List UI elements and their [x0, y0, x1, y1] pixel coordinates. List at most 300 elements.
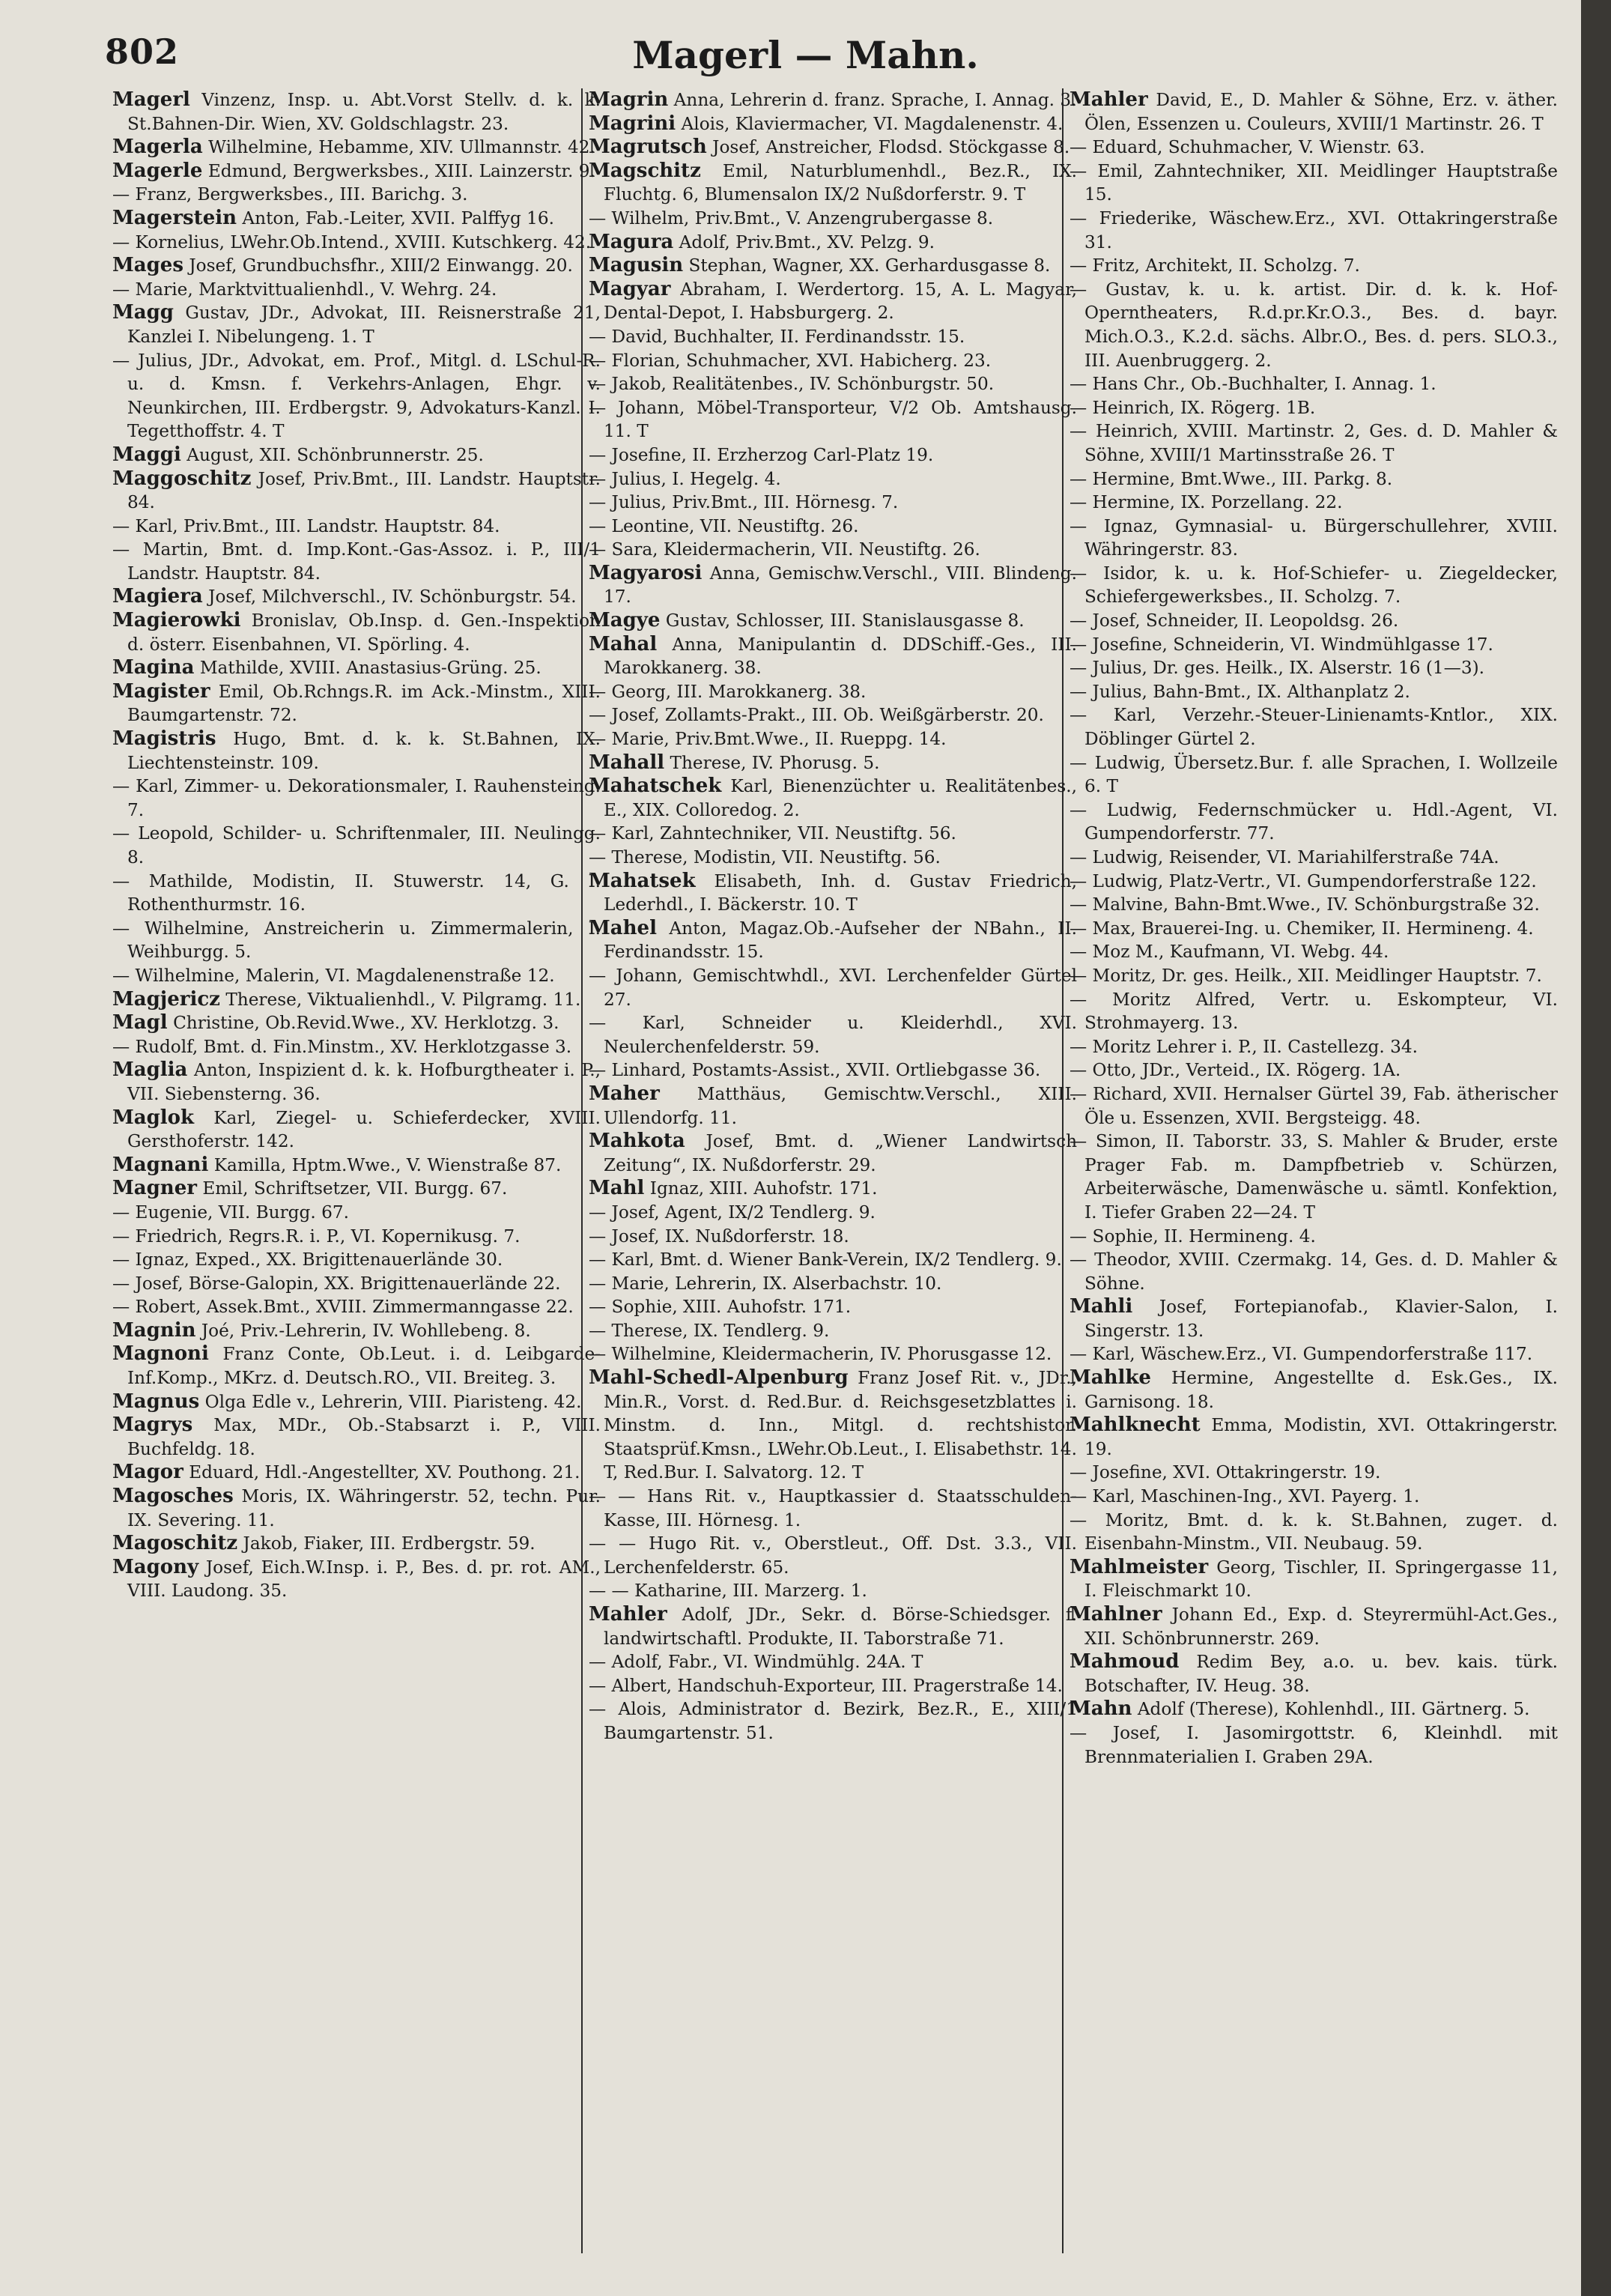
directory-entry — [589, 562, 1077, 609]
entry-text: — Gustav, k. u. k. artist. Dir. d. k. k. Hof-Operntheaters, R.d.pr.Kr.O.3., Bes. d. bayr. Mich.O.3., K.2.d. sächs. Albr.O., Bes. d. pers. SLO.3., III. Auenbruggerg. 2. — [1070, 279, 1558, 371]
entry-surname: Magister — [112, 679, 210, 703]
directory-entry — [112, 1532, 601, 1556]
entry-text: — Josefine, XVI. Ottakringerstr. 19. — [1070, 1462, 1381, 1483]
entry-text: — Simon, II. Taborstr. 33, S. Mahler & Bruder, erste Prager Fab. m. Dampfbetrieb v. Schürzen, Arbeiterwäsche, Damenwäsche u. sämtl. Konfektion, I. Tiefer Graben 22—24. T — [1070, 1131, 1558, 1223]
entry-text: Abraham, I. Werdertorg. 15, A. L. Magyar, Dental-Depot, I. Habsburgerg. 2. — [604, 279, 1077, 324]
entry-text: — Friederike, Wäschew.Erz., XVI. Ottakringerstraße 31. — [1070, 208, 1558, 252]
entry-text: — Rudolf, Bmt. d. Fin.Minstm., XV. Herklotzgasse 3. — [112, 1036, 572, 1057]
directory-entry — [589, 1130, 1077, 1177]
directory-entry — [112, 88, 601, 136]
page-edge-shadow — [1581, 0, 1611, 2296]
entry-text: Redim Bey, a.o. u. bev. kais. türk. Botschafter, IV. Heug. 38. — [1084, 1652, 1558, 1696]
directory-entry — [1070, 1461, 1558, 1485]
entry-text: — Richard, XVII. Hernalser Gürtel 39, Fab. ätherischer Öle u. Essenzen, XVII. Bergsteigg. 48. — [1070, 1083, 1558, 1128]
page-number: 802 — [105, 31, 180, 72]
entry-text: — Josefine, Schneiderin, VI. Windmühlgasse 17. — [1070, 634, 1493, 655]
directory-entry — [1070, 278, 1558, 372]
column-2 — [589, 88, 1077, 2261]
entry-text: Karl, Bienenzüchter u. Realitätenbes., E., XIX. Colloredog. 2. — [604, 776, 1077, 820]
directory-entry — [1070, 703, 1558, 751]
entry-text: Wilhelmine, Hebamme, XIV. Ullmannstr. 42. — [208, 137, 595, 158]
directory-entry — [1070, 917, 1558, 941]
directory-entry — [112, 1272, 601, 1296]
entry-text: — Moritz Alfred, Vertr. u. Eskompteur, VI. Strohmayerg. 13. — [1070, 989, 1558, 1034]
directory-entry — [1070, 1556, 1558, 1603]
entry-text: Adolf, JDr., Sekr. d. Börse-Schiedsger. f. landwirtschaftl. Produkte, II. Taborstraße 71. — [604, 1605, 1077, 1649]
entry-text: — Julius, Priv.Bmt., III. Hörnesg. 7. — [589, 492, 899, 513]
entry-surname: Magner — [112, 1177, 197, 1200]
directory-entry — [1070, 1697, 1558, 1721]
entry-surname: Mahlke — [1070, 1366, 1151, 1390]
entry-text: Anton, Fab.-Leiter, XVII. Palffyg 16. — [242, 208, 555, 228]
directory-entry — [112, 231, 601, 255]
directory-entry — [112, 1058, 601, 1106]
entry-text: Anna, Lehrerin d. franz. Sprache, I. Annag. 3. — [673, 90, 1077, 110]
entry-surname: Magnin — [112, 1318, 196, 1342]
directory-entry — [1070, 562, 1558, 609]
entry-surname: Magosches — [112, 1485, 234, 1508]
directory-entry — [589, 1201, 1077, 1225]
entry-text: — Sara, Kleidermacherin, VII. Neustiftg. 26. — [589, 539, 980, 560]
entry-text: — Heinrich, IX. Rögerg. 1B. — [1070, 397, 1316, 418]
directory-entry — [1070, 207, 1558, 254]
directory-entry — [112, 775, 601, 822]
directory-entry — [1070, 419, 1558, 467]
entry-text: Gustav, Schlosser, III. Stanislausgasse 8. — [665, 611, 1025, 631]
entry-surname: Magerla — [112, 136, 203, 159]
entry-text: — Linhard, Postamts-Assist., XVII. Ortliebgasse 36. — [589, 1060, 1041, 1081]
directory-entry — [589, 278, 1077, 325]
entry-text: — Julius, I. Hegelg. 4. — [589, 468, 781, 489]
directory-entry — [1070, 893, 1558, 917]
entry-text: — Hans Chr., Ob.-Buchhalter, I. Annag. 1. — [1070, 374, 1436, 395]
entry-text: Emil, Ob.Rchngs.R. im Ack.-Minstm., XIII. Baumgartenstr. 72. — [127, 681, 601, 726]
directory-entry — [589, 609, 1077, 633]
directory-entry — [112, 1390, 601, 1414]
directory-entry — [112, 1177, 601, 1201]
directory-entry — [112, 1461, 601, 1485]
directory-entry — [589, 1082, 1077, 1130]
entry-surname: Magnoni — [112, 1342, 209, 1366]
entry-surname: Mahl-Schedl-Alpenburg — [589, 1366, 849, 1390]
entry-text: Josef, Priv.Bmt., III. Landstr. Hauptstr. 84. — [127, 468, 601, 513]
entry-text: Josef, Anstreicher, Flodsd. Stöckgasse 8. — [712, 137, 1070, 158]
entry-text: Anna, Gemischw.Verschl., VIII. Blindeng. 17. — [604, 563, 1077, 608]
entry-surname: Magerstein — [112, 206, 237, 229]
directory-entry — [589, 160, 1077, 207]
directory-entry — [1070, 751, 1558, 799]
entry-text: — Karl, Bmt. d. Wiener Bank-Verein, IX/2 Tendlerg. 9. — [589, 1250, 1062, 1270]
entry-text: Adolf (Therese), Kohlenhdl., III. Gärtnerg. 5. — [1137, 1699, 1530, 1720]
directory-entry — [112, 1295, 601, 1319]
entry-surname: Magschitz — [589, 159, 701, 182]
entry-text: August, XII. Schönbrunnerstr. 25. — [186, 444, 484, 465]
directory-entry — [589, 703, 1077, 727]
directory-entry — [1070, 1130, 1558, 1224]
entry-surname: Magina — [112, 656, 195, 679]
entry-text: Josef, Eich.W.Insp. i. P., Bes. d. pr. rot. AM., VIII. Laudong. 35. — [127, 1557, 601, 1602]
directory-entry — [112, 1248, 601, 1272]
entry-surname: Magye — [589, 609, 661, 632]
directory-entry — [589, 207, 1077, 231]
entry-surname: Magg — [112, 301, 174, 324]
directory-entry — [112, 988, 601, 1012]
entry-text: Therese, Viktualienhdl., V. Pilgramg. 11. — [225, 989, 581, 1010]
entry-surname: Magyar — [589, 277, 671, 300]
directory-entry — [589, 515, 1077, 539]
directory-entry — [1070, 1082, 1558, 1130]
entry-surname: Mahler — [1070, 88, 1148, 111]
directory-entry — [1070, 1342, 1558, 1366]
entry-text: — Marie, Lehrerin, IX. Alserbachstr. 10. — [589, 1273, 942, 1294]
directory-entry — [589, 396, 1077, 443]
directory-entry — [1070, 254, 1558, 278]
entry-text: Joé, Priv.-Lehrerin, IV. Wohllebeng. 8. — [201, 1320, 531, 1341]
directory-entry — [589, 1272, 1077, 1296]
directory-entry — [589, 1603, 1077, 1650]
entry-surname: Mahatschek — [589, 775, 722, 798]
directory-entry — [1070, 1058, 1558, 1082]
directory-entry — [112, 538, 601, 585]
entry-text: — Moritz, Bmt. d. k. k. St.Bahnen, zugeт. d. Eisenbahn-Minstm., VII. Neubaug. 59. — [1070, 1509, 1558, 1554]
directory-entry — [1070, 988, 1558, 1035]
directory-entry — [1070, 1366, 1558, 1414]
directory-entry — [1070, 1603, 1558, 1650]
entry-text: — Josef, Zollamts-Prakt., III. Ob. Weißgärberstr. 20. — [589, 705, 1044, 726]
entry-text: Matthäus, Gemischtw.Verschl., XIII. Ullendorfg. 11. — [604, 1083, 1077, 1128]
directory-entry — [112, 1011, 601, 1035]
directory-entry — [112, 917, 601, 964]
directory-entry — [1070, 609, 1558, 633]
directory-entry — [1070, 160, 1558, 207]
column-1 — [112, 88, 601, 2261]
entry-surname: Mahel — [589, 916, 657, 939]
entry-text: — Ignaz, Exped., XX. Brigittenauerlände 30. — [112, 1250, 503, 1270]
entry-surname: Magl — [112, 1011, 168, 1035]
directory-entry — [589, 1058, 1077, 1082]
directory-entry — [1070, 1225, 1558, 1249]
directory-entry — [589, 822, 1077, 846]
directory-entry — [112, 1342, 601, 1390]
entry-text: — Wilhelmine, Malerin, VI. Magdalenenstraße 12. — [112, 965, 555, 986]
directory-entry — [589, 1532, 1077, 1579]
entry-text: Christine, Ob.Revid.Wwe., XV. Herklotzg. 3. — [173, 1013, 559, 1034]
entry-surname: Magrys — [112, 1414, 193, 1437]
directory-entry — [589, 136, 1077, 160]
entry-surname: Magiera — [112, 585, 203, 608]
entry-surname: Magjericz — [112, 987, 220, 1011]
directory-entry — [112, 1106, 601, 1154]
entry-text: — Sophie, XIII. Auhofstr. 171. — [589, 1297, 852, 1318]
directory-entry — [112, 609, 601, 656]
directory-entry — [589, 870, 1077, 917]
entry-text: Anton, Inspizient d. k. k. Hofburgtheater i. P., VII. Siebensterng. 36. — [127, 1060, 601, 1104]
directory-entry — [1070, 870, 1558, 894]
entry-text: — Eduard, Schuhmacher, V. Wienstr. 63. — [1070, 137, 1425, 158]
entry-text: — Heinrich, XVIII. Martinstr. 2, Ges. d. D. Mahler & Söhne, XVIII/1 Martinsstraße 26. T — [1070, 421, 1558, 465]
entry-surname: Mahlmeister — [1070, 1555, 1209, 1578]
directory-entry — [1070, 1248, 1558, 1295]
entry-text: — — Hugo Rit. v., Oberstleut., Off. Dst. 3.3., VII. Lerchenfelderstr. 65. — [589, 1533, 1077, 1578]
directory-entry — [1070, 1295, 1558, 1342]
directory-entry — [1070, 1509, 1558, 1556]
directory-entry — [1070, 88, 1558, 136]
entry-surname: Magerl — [112, 88, 190, 111]
entry-text: Alois, Klaviermacher, VI. Magdalenenstr. 4. — [681, 113, 1064, 134]
entry-text: — Malvine, Bahn-Bmt.Wwe., IV. Schönburgstraße 32. — [1070, 894, 1540, 915]
entry-text: Anna, Manipulantin d. DDSchiff.-Ges., III. Marokkanerg. 38. — [604, 634, 1077, 679]
entry-text: Therese, IV. Phorusg. 5. — [670, 752, 880, 773]
directory-entry — [1070, 491, 1558, 515]
entry-text: — Albert, Handschuh-Exporteur, III. Pragerstraße 14. — [589, 1675, 1063, 1696]
entry-text: — Therese, Modistin, VII. Neustiftg. 56. — [589, 847, 941, 867]
directory-entry — [112, 656, 601, 680]
entry-text: — Julius, Bahn-Bmt., IX. Althanplatz 2. — [1070, 681, 1410, 702]
directory-entry — [1070, 846, 1558, 870]
directory-entry — [1070, 396, 1558, 420]
directory-entry — [1070, 1721, 1558, 1769]
directory-entry — [1070, 964, 1558, 988]
entry-text: — — Katharine, III. Marzerg. 1. — [589, 1581, 867, 1602]
entry-surname: Mages — [112, 254, 183, 277]
entry-text: Kamilla, Hptm.Wwe., V. Wienstraße 87. — [213, 1154, 562, 1175]
directory-entry — [1070, 656, 1558, 680]
entry-surname: Magyarosi — [589, 561, 703, 584]
directory-entry — [1070, 633, 1558, 657]
directory-entry — [112, 467, 601, 515]
directory-entry — [589, 1342, 1077, 1366]
entry-text: Hermine, Angestellte d. Esk.Ges., IX. Garnisong. 18. — [1084, 1368, 1558, 1412]
directory-entry — [589, 467, 1077, 491]
directory-entry — [112, 870, 601, 917]
entry-text: — Karl, Schneider u. Kleiderhdl., XVI. Neulerchenfelderstr. 59. — [589, 1013, 1077, 1057]
directory-entry — [112, 585, 601, 609]
directory-entry — [589, 1177, 1077, 1201]
entry-surname: Magrutsch — [589, 136, 707, 159]
entry-surname: Magerle — [112, 159, 203, 182]
entry-surname: Magierowki — [112, 609, 241, 632]
directory-entry — [589, 1366, 1077, 1485]
entry-text: Josef, Grundbuchsfhr., XIII/2 Einwangg. 20. — [189, 255, 573, 276]
entry-text: Ignaz, XIII. Auhofstr. 171. — [649, 1178, 878, 1199]
entry-text: — David, Buchhalter, II. Ferdinandsstr. 15. — [589, 326, 965, 347]
entry-surname: Mahkota — [589, 1130, 685, 1153]
entry-text: — Wilhelmine, Anstreicherin u. Zimmermalerin, I. Weihburgg. 5. — [112, 918, 601, 963]
directory-entry — [589, 775, 1077, 822]
entry-text: — Theodor, XVIII. Czermakg. 14, Ges. d. D. Mahler & Söhne. — [1070, 1250, 1558, 1294]
directory-entry — [1070, 515, 1558, 562]
directory-entry — [589, 491, 1077, 515]
entry-text: — Wilhelmine, Kleidermacherin, IV. Phorusgasse 12. — [589, 1344, 1052, 1365]
entry-surname: Maglia — [112, 1058, 188, 1082]
directory-entry — [589, 964, 1077, 1011]
entry-text: — Sophie, II. Hermineng. 4. — [1070, 1226, 1316, 1247]
directory-entry — [1070, 799, 1558, 846]
entry-text: — Karl, Zahntechniker, VII. Neustiftg. 56. — [589, 823, 956, 844]
directory-entry — [1070, 1485, 1558, 1509]
entry-text: — Karl, Priv.Bmt., III. Landstr. Hauptstr. 84. — [112, 515, 500, 536]
directory-entry — [589, 1485, 1077, 1532]
entry-surname: Magrini — [589, 112, 676, 135]
entry-text: Emil, Schriftsetzer, VII. Burgg. 67. — [202, 1178, 508, 1199]
entry-surname: Mahmoud — [1070, 1650, 1180, 1673]
directory-entry — [112, 1201, 601, 1225]
directory-entry — [112, 136, 601, 160]
entry-surname: Maggi — [112, 443, 181, 466]
entry-surname: Magrin — [589, 88, 669, 111]
directory-entry — [589, 538, 1077, 562]
entry-text: — Karl, Zimmer- u. Dekorationsmaler, I. Rauhensteing. 7. — [112, 776, 601, 820]
entry-surname: Magura — [589, 230, 674, 253]
directory-entry — [112, 680, 601, 727]
entry-surname: Magnus — [112, 1390, 200, 1413]
entry-text: Franz Josef Rit. v., JDr., Min.R., Vorst. d. Red.Bur. d. Reichsgesetzblattes i. Minstm. d. Inn., Mitgl. d. rechtshistor. Staatsprüf.Kmsn., LWehr.Ob.Leut., I. Elisabethstr. 14. T, Red.Bur. I. Salvatorg. 12. T — [604, 1368, 1077, 1483]
directory-entry — [112, 1035, 601, 1059]
entry-text: Jakob, Fiaker, III. Erdbergstr. 59. — [243, 1533, 536, 1554]
entry-text: Johann Ed., Exp. d. Steyrermühl-Act.Ges., XII. Schönbrunnerstr. 269. — [1084, 1605, 1558, 1649]
directory-entry — [112, 964, 601, 988]
directory-entry — [112, 349, 601, 443]
entry-text: — Isidor, k. u. k. Hof-Schiefer- u. Ziegeldecker, Schiefergewerksbes., II. Scholzg. 7. — [1070, 563, 1558, 608]
directory-entry — [1070, 1650, 1558, 1697]
entry-surname: Maher — [589, 1082, 660, 1105]
entry-text: Emma, Modistin, XVI. Ottakringerstr. 19. — [1084, 1415, 1558, 1459]
directory-entry — [589, 112, 1077, 136]
directory-entry — [1070, 1414, 1558, 1461]
directory-entry — [589, 1248, 1077, 1272]
directory-entry — [1070, 467, 1558, 491]
entry-text: — Moritz, Dr. ges. Heilk., XII. Meidlinger Hauptstr. 7. — [1070, 965, 1542, 986]
entry-text: — Martin, Bmt. d. Imp.Kont.-Gas-Assoz. i. P., III/1 Landstr. Hauptstr. 84. — [112, 539, 601, 584]
entry-surname: Magnani — [112, 1153, 209, 1176]
directory-entry — [112, 207, 601, 231]
directory-entry — [589, 349, 1077, 373]
directory-entry — [1070, 940, 1558, 964]
entry-text: Emil, Naturblumenhdl., Bez.R., IX. Fluchtg. 6, Blumensalon IX/2 Nußdorferstr. 9. T — [604, 160, 1077, 205]
entry-text: — Otto, JDr., Verteid., IX. Rögerg. 1A. — [1070, 1060, 1401, 1081]
directory-entry — [589, 1011, 1077, 1058]
entry-text: — Eugenie, VII. Burgg. 67. — [112, 1202, 349, 1223]
entry-text: — Ludwig, Reisender, VI. Mariahilferstraße 74A. — [1070, 847, 1499, 867]
entry-surname: Mahall — [589, 751, 665, 774]
entry-text: — Karl, Wäschew.Erz., VI. Gumpendorferstraße 117. — [1070, 1344, 1533, 1365]
entry-text: Hugo, Bmt. d. k. k. St.Bahnen, IX. Liechtensteinstr. 109. — [127, 729, 601, 773]
directory-entry — [112, 443, 601, 467]
entry-text: Max, MDr., Ob.-Stabsarzt i. P., VIII. Buchfeldg. 18. — [127, 1415, 601, 1459]
entry-text: — Wilhelm, Priv.Bmt., V. Anzengrubergasse 8. — [589, 208, 994, 228]
entry-text: — Julius, JDr., Advokat, em. Prof., Mitgl. d. LSchul-R. u. d. Kmsn. f. Verkehrs-Anlagen, Ehgr. v. Neunkirchen, III. Erdbergstr. 9, Advokaturs-Kanzl. I. Tegetthoffstr. 4. T — [112, 350, 601, 442]
entry-text: — Jakob, Realitätenbes., IV. Schönburgstr. 50. — [589, 374, 995, 395]
entry-surname: Magor — [112, 1461, 183, 1484]
entry-text: Adolf, Priv.Bmt., XV. Pelzg. 9. — [679, 231, 935, 252]
directory-entry — [589, 231, 1077, 255]
entry-text: Georg, Tischler, II. Springergasse 11, I. Fleischmarkt 10. — [1084, 1557, 1558, 1602]
entry-surname: Mahler — [589, 1603, 667, 1626]
directory-entry — [589, 1319, 1077, 1343]
entry-text: — Mathilde, Modistin, II. Stuwerstr. 14, G. I. Rothenthurmstr. 16. — [112, 870, 601, 915]
entry-text: Elisabeth, Inh. d. Gustav Friedrich, Lederhdl., I. Bäckerstr. 10. T — [604, 870, 1077, 915]
entry-text: — Moz M., Kaufmann, VI. Webg. 44. — [1070, 942, 1389, 963]
directory-entry — [112, 1414, 601, 1461]
directory-entry — [112, 301, 601, 348]
directory-entry — [112, 254, 601, 278]
entry-text: — Alois, Administrator d. Bezirk, Bez.R., E., XIII/1 Baumgartenstr. 51. — [589, 1699, 1077, 1743]
directory-entry — [589, 1674, 1077, 1698]
entry-text: Olga Edle v., Lehrerin, VIII. Piaristeng. 42. — [204, 1391, 582, 1412]
directory-entry — [112, 1154, 601, 1178]
entry-text: — Florian, Schuhmacher, XVI. Habicherg. 23. — [589, 350, 992, 371]
directory-entry — [1070, 680, 1558, 704]
entry-text: — Georg, III. Marokkanerg. 38. — [589, 681, 867, 702]
entry-text: — Marie, Marktvittualienhdl., V. Wehrg. 24. — [112, 279, 497, 300]
entry-text: Josef, Fortepianofab., Klavier-Salon, I. Singerstr. 13. — [1084, 1297, 1558, 1341]
entry-surname: Magoschitz — [112, 1532, 238, 1555]
entry-text: — Ludwig, Platz-Vertr., VI. Gumpendorferstraße 122. — [1070, 870, 1537, 891]
directory-entry — [112, 1319, 601, 1343]
entry-text: — Robert, Assek.Bmt., XVIII. Zimmermanngasse 22. — [112, 1297, 574, 1318]
directory-entry — [589, 1295, 1077, 1319]
entry-text: Franz Conte, Ob.Leut. i. d. Leibgarde-Inf.Komp., MKrz. d. Deutsch.RO., VII. Breiteg. 3. — [127, 1344, 601, 1389]
column-3 — [1070, 88, 1558, 2261]
directory-entry — [589, 325, 1077, 349]
entry-surname: Mahal — [589, 632, 658, 655]
entry-surname: Mahl — [589, 1177, 645, 1200]
entry-surname: Magusin — [589, 254, 684, 277]
entry-text: — Friedrich, Regrs.R. i. P., VI. Kopernikusg. 7. — [112, 1226, 521, 1247]
entry-text: — Josef, IX. Nußdorferstr. 18. — [589, 1226, 849, 1247]
entry-text: — Marie, Priv.Bmt.Wwe., II. Rueppg. 14. — [589, 729, 947, 750]
entry-surname: Magony — [112, 1555, 199, 1578]
entry-text: — Johann, Möbel-Transporteur, V/2 Ob. Amtshausg. 11. T — [589, 397, 1077, 442]
entry-surname: Mahatsek — [589, 869, 696, 892]
entry-text: — Adolf, Fabr., VI. Windmühlg. 24A. T — [589, 1652, 923, 1673]
entry-text: — — Hans Rit. v., Hauptkassier d. Staatsschulden-Kasse, III. Hörnesg. 1. — [589, 1486, 1077, 1530]
entry-text: — Ignaz, Gymnasial- u. Bürgerschullehrer, XVIII. Währingerstr. 83. — [1070, 515, 1558, 560]
entry-text: Josef, Milchverschl., IV. Schönburgstr. 54. — [208, 587, 577, 608]
entry-text: — Josef, I. Jasomirgottstr. 6, Kleinhdl. mit Brennmaterialien I. Graben 29A. — [1070, 1722, 1558, 1767]
directory-entry — [112, 1485, 601, 1532]
entry-surname: Mahlner — [1070, 1603, 1162, 1626]
entry-text: — Max, Brauerei-Ing. u. Chemiker, II. Hermineng. 4. — [1070, 918, 1534, 939]
entry-text: Anton, Magaz.Ob.-Aufseher der NBahn., II. Ferdinandsstr. 15. — [604, 918, 1077, 963]
entry-text: Moris, IX. Währingerstr. 52, techn. Pur. IX. Severing. 11. — [127, 1486, 601, 1530]
directory-entry — [589, 1579, 1077, 1603]
directory-entry — [112, 1225, 601, 1249]
entry-surname: Magistris — [112, 727, 216, 751]
directory-entry — [589, 443, 1077, 467]
entry-text: — Kornelius, LWehr.Ob.Intend., XVIII. Kutschkerg. 42. — [112, 231, 592, 252]
directory-entry — [589, 88, 1077, 112]
directory-entry — [589, 1650, 1077, 1674]
directory-entry — [589, 751, 1077, 775]
entry-text: — Hermine, IX. Porzellang. 22. — [1070, 492, 1343, 513]
entry-text: Karl, Ziegel- u. Schieferdecker, XVIII. Gersthoferstr. 142. — [127, 1107, 601, 1152]
entry-surname: Mahlknecht — [1070, 1414, 1201, 1437]
directory-entry — [1070, 136, 1558, 160]
entry-text: — Josefine, II. Erzherzog Carl-Platz 19. — [589, 444, 934, 465]
directory-entry — [112, 160, 601, 184]
directory-entry — [112, 1556, 601, 1603]
directory-entry — [589, 1225, 1077, 1249]
entry-text: — Leopold, Schilder- u. Schriftenmaler, III. Neulingg. 8. — [112, 823, 601, 867]
directory-entry — [112, 278, 601, 302]
entry-text: — Moritz Lehrer i. P., II. Castellezg. 34. — [1070, 1036, 1418, 1057]
directory-entry — [112, 515, 601, 539]
entry-text: — Josef, Börse-Galopin, XX. Brigittenauerlände 22. — [112, 1273, 561, 1294]
directory-entry — [589, 917, 1077, 964]
entry-surname: Maglok — [112, 1106, 195, 1129]
entry-text: Eduard, Hdl.-Angestellter, XV. Pouthong. 21. — [189, 1462, 580, 1483]
